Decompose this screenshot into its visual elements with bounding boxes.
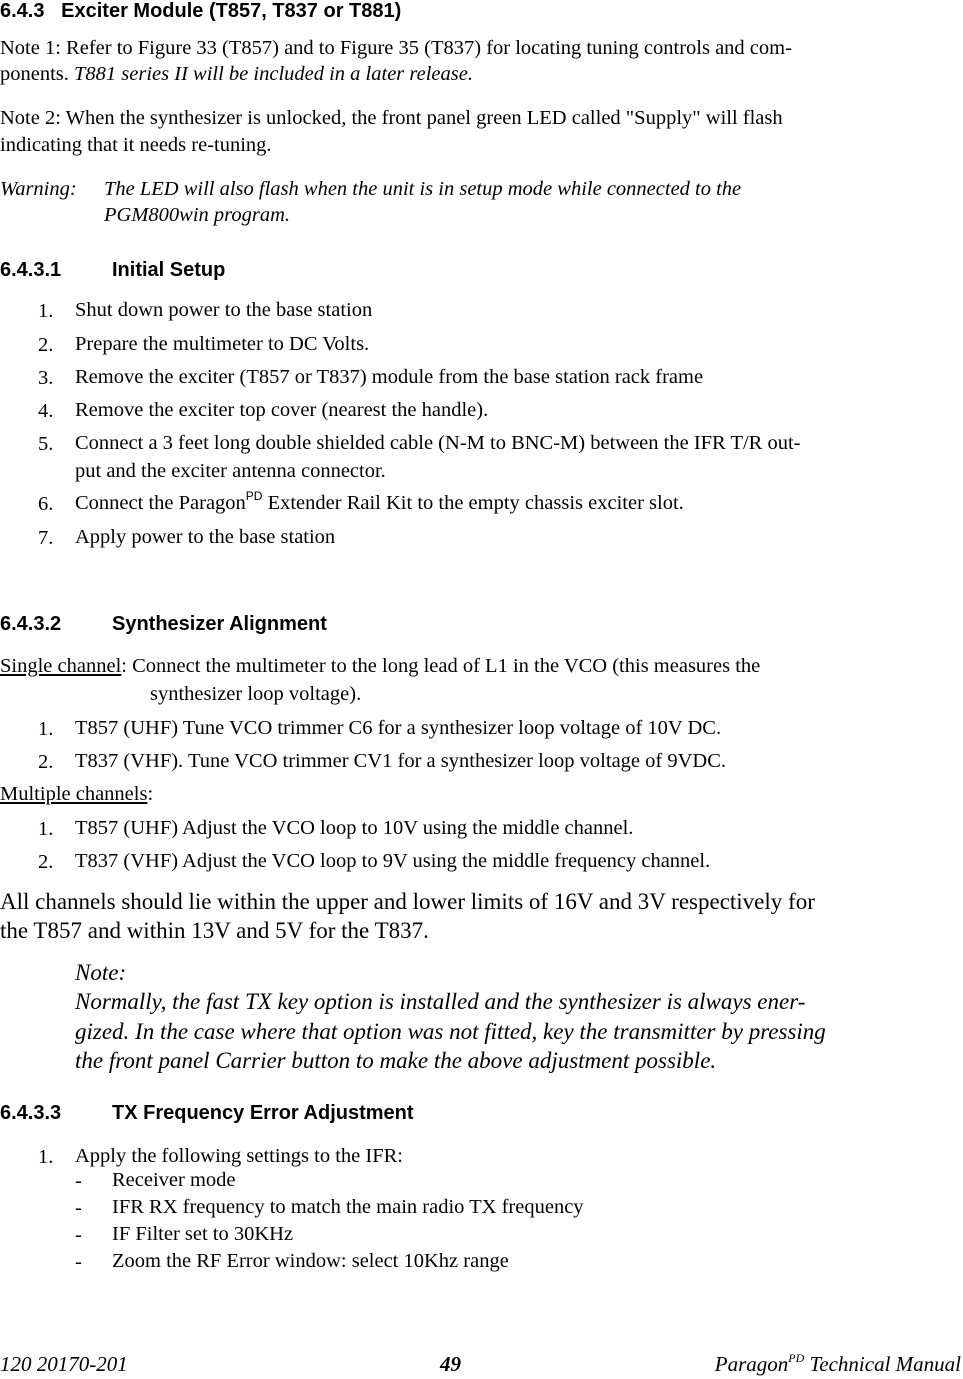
list-item-continuation: put and the exciter antenna connector. (75, 460, 386, 482)
step-number: 1. (38, 718, 54, 740)
list-item: T857 (UHF) Adjust the VCO loop to 10V using the middle channel. (75, 817, 634, 839)
step-number: 1. (38, 1146, 54, 1168)
list-item: Zoom the RF Error window: select 10Khz range (112, 1250, 509, 1272)
tx-freq-number: 6.4.3.3 (0, 1102, 62, 1124)
list-item (75, 489, 684, 518)
list-item-text-post: Extender Rail Kit to the empty chassis exciter slot. (262, 492, 684, 514)
dash-bullet: - (75, 1251, 82, 1273)
footer-doc-number: 120 20170-201 (0, 1352, 128, 1376)
note1-line2-italic: T881 series II will be included in a later release. (74, 63, 473, 85)
single-channel-line1 (0, 652, 760, 681)
note2-line2: indicating that it needs re-tuning. (0, 134, 272, 156)
note-line2: gized. In the case where that option was not fitted, key the transmitter by pressing (75, 1019, 826, 1044)
step-number: 3. (38, 367, 54, 389)
list-item: IF Filter set to 30KHz (112, 1223, 294, 1245)
note-label: Note: (75, 960, 127, 985)
note-line1: Normally, the fast TX key option is installed and the synthesizer is always ener- (75, 989, 806, 1014)
footer-manual-post: Technical Manual (804, 1352, 961, 1376)
list-item: Apply power to the base station (75, 526, 336, 548)
dash-bullet: - (75, 1170, 82, 1192)
initial-setup-number: 6.4.3.1 (0, 259, 62, 281)
dash-bullet: - (75, 1224, 82, 1246)
section-heading (0, 0, 401, 23)
warning-label: Warning: (0, 178, 77, 200)
multiple-channels-label: Multiple channels (0, 783, 148, 805)
list-item: Prepare the multimeter to DC Volts. (75, 333, 370, 355)
initial-setup-heading (0, 259, 61, 282)
limits-line1: All channels should lie within the upper and lower limits of 16V and 3V respectively for (0, 889, 815, 914)
note-line3: the front panel Carrier button to make the above adjustment possible. (75, 1048, 717, 1073)
list-item: Receiver mode (112, 1169, 236, 1191)
step-number: 5. (38, 433, 54, 455)
note1-line1: Note 1: Refer to Figure 33 (T857) and to Figure 35 (T837) for locating tuning controls and com- (0, 37, 792, 59)
single-channel-text: : Connect the multimeter to the long lead of L1 in the VCO (this measures the (121, 655, 761, 677)
footer-page-number: 49 (440, 1352, 461, 1376)
section-number: 6.4.3 (0, 0, 45, 22)
footer-manual-title (715, 1352, 961, 1377)
step-number: 2. (38, 751, 54, 773)
initial-setup-title: Initial Setup (112, 259, 226, 281)
section-title: Exciter Module (T857, T837 or T881) (61, 0, 402, 22)
list-item: Shut down power to the base station (75, 299, 373, 321)
step-number: 6. (38, 493, 54, 515)
single-channel-line2: synthesizer loop voltage). (150, 683, 362, 705)
list-item: Apply the following settings to the IFR: (75, 1145, 403, 1167)
footer-manual-sup: PD (788, 1351, 805, 1365)
tx-freq-title: TX Frequency Error Adjustment (112, 1102, 414, 1124)
list-item: T837 (VHF) Adjust the VCO loop to 9V using the middle frequency channel. (75, 850, 711, 872)
step-number: 7. (38, 527, 54, 549)
paragon-superscript: PD (245, 489, 263, 503)
warning-line2: PGM800win program. (104, 204, 291, 226)
note1-line2 (0, 60, 473, 89)
synth-alignment-number: 6.4.3.2 (0, 613, 62, 635)
synth-alignment-title: Synthesizer Alignment (112, 613, 327, 635)
list-item: Connect a 3 feet long double shielded cable (N-M to BNC-M) between the IFR T/R out- (75, 432, 801, 454)
footer-manual-pre: Paragon (714, 1352, 789, 1376)
list-item: T857 (UHF) Tune VCO trimmer C6 for a synthesizer loop voltage of 10V DC. (75, 717, 722, 739)
step-number: 4. (38, 400, 54, 422)
step-number: 1. (38, 300, 54, 322)
dash-bullet: - (75, 1197, 82, 1219)
warning-line1: The LED will also flash when the unit is in setup mode while connected to the (104, 178, 742, 200)
step-number: 1. (38, 818, 54, 840)
list-item: IFR RX frequency to match the main radio TX frequency (112, 1196, 584, 1218)
multiple-channels-colon: : (147, 783, 154, 805)
list-item-text-pre: Connect the Paragon (75, 492, 246, 514)
single-channel-label: Single channel (0, 655, 122, 677)
step-number: 2. (38, 851, 54, 873)
note2-line1: Note 2: When the synthesizer is unlocked, the front panel green LED called "Supply" will flash (0, 107, 783, 129)
list-item: Remove the exciter top cover (nearest the handle). (75, 399, 489, 421)
list-item: Remove the exciter (T857 or T837) module from the base station rack frame (75, 366, 704, 388)
multiple-channels-line (0, 780, 153, 809)
list-item: T837 (VHF). Tune VCO trimmer CV1 for a synthesizer loop voltage of 9VDC. (75, 750, 727, 772)
note1-line2-normal: ponents. (0, 63, 75, 85)
step-number: 2. (38, 334, 54, 356)
limits-line2: the T857 and within 13V and 5V for the T837. (0, 918, 429, 943)
